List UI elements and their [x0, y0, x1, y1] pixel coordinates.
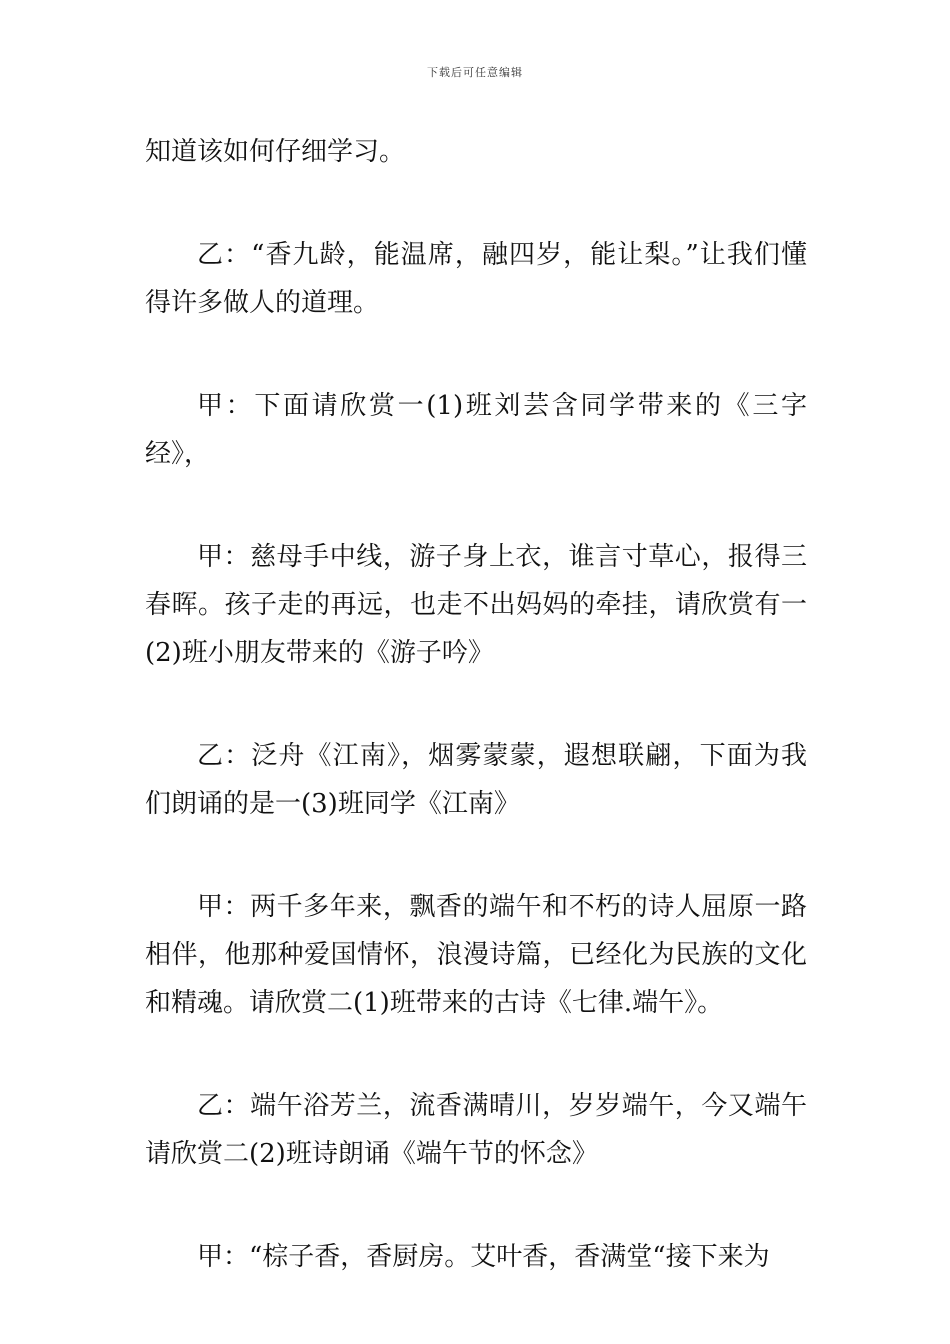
paragraph-jia-youziyin: 甲：慈母手中线，游子身上衣，谁言寸草心，报得三春晖。孩子走的再远，也走不出妈妈的牵挂，请欣赏有一(2)班小朋友带来的《游子吟》	[145, 542, 807, 668]
document-body	[145, 128, 807, 1281]
paragraph-yi-jiangnan: 乙：泛舟《江南》，烟雾蒙蒙，遐想联翩，下面为我们朗诵的是一(3)班同学《江南》	[145, 741, 807, 819]
paragraph-yi-sanzijing-quote: 乙：“香九龄，能温席，融四岁，能让梨。”让我们懂得许多做人的道理。	[145, 240, 807, 318]
paragraph-gap	[145, 1027, 807, 1082]
paragraph-jia-sanzijing-intro: 甲：下面请欣赏一(1)班刘芸含同学带来的《三字经》，	[145, 391, 807, 469]
paragraph-yi-duanwu-huainian: 乙：端午浴芳兰，流香满晴川，岁岁端午，今又端午请欣赏二(2)班诗朗诵《端午节的怀念》	[145, 1091, 807, 1169]
paragraph-continuation: 知道该如何仔细学习。	[145, 137, 406, 167]
paragraph-jia-duanwu: 甲：两千多年来，飘香的端午和不朽的诗人屈原一路相伴，他那种爱国情怀，浪漫诗篇，已经化为民族的文化和精魂。请欣赏二(1)班带来的古诗《七律.端午》。	[145, 892, 807, 1018]
paragraph-gap	[145, 478, 807, 533]
paragraph-jia-zongzi: 甲：“棕子香，香厨房。艾叶香，香满堂“接下来为	[197, 1242, 770, 1272]
paragraph-gap	[145, 1178, 807, 1233]
paragraph-gap	[145, 677, 807, 732]
paragraph-gap	[145, 176, 807, 231]
paragraph-gap	[145, 828, 807, 883]
paragraph-gap	[145, 327, 807, 382]
page-header: 下载后可任意编辑	[427, 66, 523, 79]
